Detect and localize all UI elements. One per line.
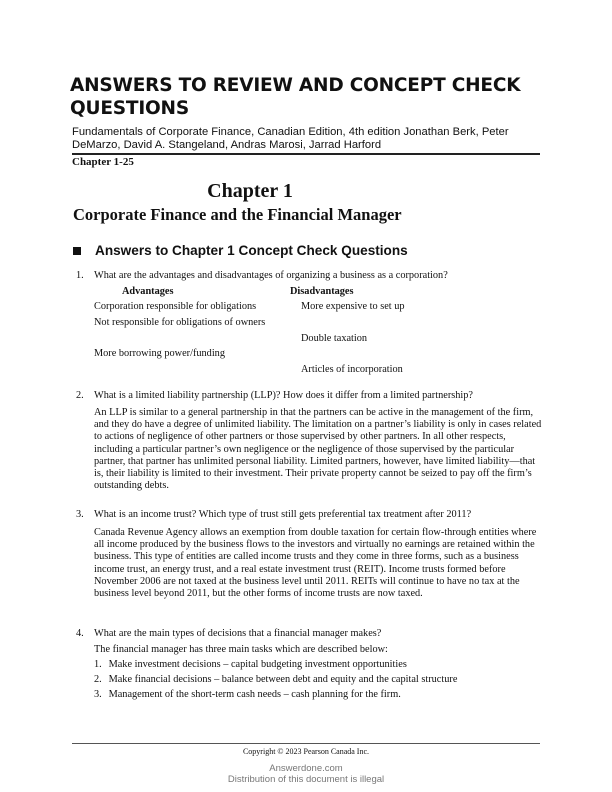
advantages-header: Advantages bbox=[122, 286, 174, 297]
citation-line1: Fundamentals of Corporate Finance, Canadian Edition, 4th edition Jonathan Berk, Peter bbox=[72, 126, 509, 138]
list-item-text: Management of the short-term cash needs – cash planning for the firm. bbox=[108, 689, 401, 700]
list-item bbox=[94, 689, 401, 701]
list-item-text: Make investment decisions – capital budgeting investment opportunities bbox=[108, 659, 407, 670]
header-divider bbox=[72, 153, 540, 155]
disadvantages-header: Disadvantages bbox=[290, 286, 354, 297]
chapter-title: Corporate Finance and the Financial Manager bbox=[73, 205, 402, 224]
header-title-line1: ANSWERS TO REVIEW AND CONCEPT CHECK bbox=[70, 75, 521, 96]
disadvantage-item: Articles of incorporation bbox=[301, 364, 403, 375]
advantage-item: More borrowing power/funding bbox=[94, 348, 225, 359]
list-item-text: Make financial decisions – balance between debt and equity and the capital structure bbox=[108, 674, 458, 685]
question-text: What are the advantages and disadvantages of organizing a business as a corporation? bbox=[94, 270, 448, 281]
question-number: 4. bbox=[76, 628, 84, 639]
chapter-reference: Chapter 1-25 bbox=[72, 156, 134, 168]
question-text: What is a limited liability partnership (LLP)? How does it differ from a limited partnership? bbox=[94, 390, 473, 401]
citation-line2: DeMarzo, David A. Stangeland, Andras Marosi, Jarrad Harford bbox=[72, 139, 382, 151]
question-text: What is an income trust? Which type of trust still gets preferential tax treatment after 2011? bbox=[94, 509, 472, 520]
header-title-line2: QUESTIONS bbox=[70, 98, 189, 119]
list-item bbox=[94, 674, 457, 686]
advantage-item: Not responsible for obligations of owners bbox=[94, 317, 266, 328]
chapter-number: Chapter 1 bbox=[207, 180, 293, 202]
section-heading bbox=[73, 243, 408, 258]
document-header-title bbox=[70, 74, 540, 120]
watermark-site: Answerdone.com bbox=[269, 763, 343, 774]
list-item-number: 3. bbox=[94, 689, 102, 700]
question-number: 1. bbox=[76, 270, 84, 281]
section-heading-text: Answers to Chapter 1 Concept Check Questions bbox=[95, 243, 408, 258]
list-item-number: 1. bbox=[94, 659, 102, 670]
disadvantage-item: Double taxation bbox=[301, 333, 368, 344]
question-text: What are the main types of decisions that a financial manager makes? bbox=[94, 628, 382, 639]
square-bullet-icon bbox=[73, 247, 81, 255]
list-item-number: 2. bbox=[94, 674, 102, 685]
disadvantage-item: More expensive to set up bbox=[301, 301, 405, 312]
watermark-notice: Distribution of this document is illegal bbox=[227, 774, 385, 785]
list-item bbox=[94, 659, 407, 671]
advantage-item: Corporation responsible for obligations bbox=[94, 301, 257, 312]
question-number: 2. bbox=[76, 390, 84, 401]
answer-paragraph: An LLP is similar to a general partnership in that the partners can be active in the management of the firm, and they do have a degree of unlimited liability. The limitation on a partner’s liability is only in cases related to actions of negligence of other partners or those supervised by other partners. In all other respects, including a particular partner’s own negligence or the negligence of those supervised by the particular partner, that partner has unlimited personal liability. Limited partners, however, have limited liability—that is, their liability is limited to their investment. Their private property cannot be seized to pay off the firm’s outstanding debts. bbox=[94, 407, 542, 492]
copyright-notice: Copyright © 2023 Pearson Canada Inc. bbox=[242, 747, 370, 756]
footer-divider bbox=[72, 743, 540, 744]
book-citation bbox=[72, 126, 542, 152]
answer-intro: The financial manager has three main tasks which are described below: bbox=[94, 644, 388, 655]
answer-paragraph: Canada Revenue Agency allows an exemption from double taxation for certain flow-through entities where all income produced by the business flows to the investors and virtually no earnings are retained within the business. This type of entities are called income trusts and they come in three forms, such as a business income trust, an energy trust, and a real estate investment trust (REIT). Income trusts formed before November 2006 are not taxed at the business level until 2011. REITs will continue to have no tax at the business level beyond 2011, but the other forms of income trusts are now taxed. bbox=[94, 527, 537, 600]
question-number: 3. bbox=[76, 509, 84, 520]
